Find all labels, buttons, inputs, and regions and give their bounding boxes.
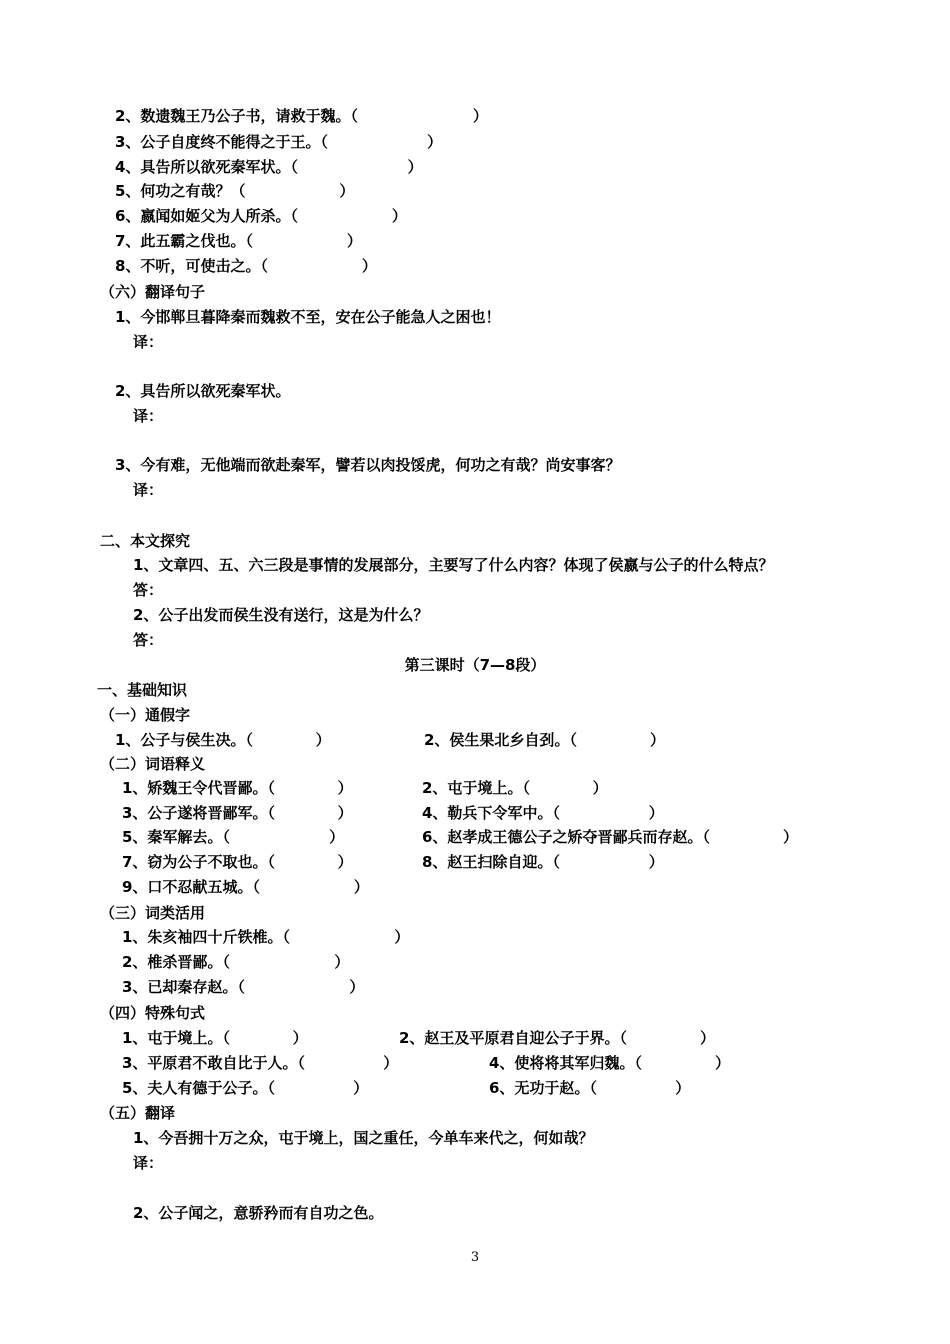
subsection-heading: （五）翻译 [100,1104,176,1122]
list-item: 3、公子遂将晋鄙军。（ ） [122,804,353,822]
list-item: 4、使将将其军归魏。（ ） [489,1054,731,1072]
list-item: 4、勒兵下令军中。（ ） [422,804,664,822]
list-item: 3、已却秦存赵。（ ） [122,978,365,996]
list-item: 6、赵孝成王德公子之矫夺晋鄙兵而存赵。（ ） [422,828,799,846]
list-item: 2、数遗魏王乃公子书，请救于魏。（ ） [115,107,488,125]
list-item: 2、椎杀晋鄙。（ ） [122,953,350,971]
list-item: 5、何功之有哉？（ ） [115,182,355,200]
list-item: 6、无功于赵。（ ） [489,1079,691,1097]
list-item: 3、公子自度终不能得之于王。（ ） [115,133,443,151]
subsection-heading: （一）通假字 [100,706,191,724]
subsection-heading: （三）词类活用 [100,904,206,922]
section-heading: （六）翻译句子 [100,283,206,301]
list-item: 1、屯于境上。（ ） [122,1029,308,1047]
page-number: 3 [470,1250,480,1265]
answer-label: 译： [133,333,164,351]
question: 1、今邯郸旦暮降秦而魏救不至，安在公子能急人之困也！ [115,308,501,326]
page-title: 第三课时（7—8段） [404,656,546,674]
section-heading: 一、基础知识 [97,681,188,699]
answer-label: 答： [133,631,164,649]
question: 3、今有难，无他端而欲赴秦军，譬若以肉投馁虎，何功之有哉？尚安事客？ [115,456,621,474]
list-item: 5、秦军解去。（ ） [122,828,345,846]
list-item: 7、此五霸之伐也。（ ） [115,232,362,250]
subsection-heading: （四）特殊句式 [100,1004,206,1022]
list-item: 5、夫人有德于公子。（ ） [122,1079,369,1097]
subsection-heading: （二）词语释义 [100,755,206,773]
answer-label: 译： [133,407,164,425]
list-item: 4、具告所以欲死秦军状。（ ） [115,158,423,176]
list-item: 8、赵王扫除自迎。（ ） [422,853,664,871]
list-item: 1、朱亥袖四十斤铁椎。（ ） [122,928,410,946]
list-item: 7、窃为公子不取也。（ ） [122,853,353,871]
list-item: 1、矫魏王令代晋鄙。（ ） [122,779,353,797]
section-heading: 二、本文探究 [100,532,191,550]
list-item: 1、公子与侯生决。（ ） [115,731,331,749]
list-item: 3、平原君不敢自比于人。（ ） [122,1054,399,1072]
list-item: 2、赵王及平原君自迎公子于界。（ ） [399,1029,716,1047]
question: 1、文章四、五、六三段是事情的发展部分，主要写了什么内容？体现了侯嬴与公子的什么特点？ [133,556,774,574]
question: 2、具告所以欲死秦军状。 [115,382,291,400]
list-item: 9、口不忍献五城。（ ） [122,878,369,896]
question: 2、公子闻之，意骄矜而有自功之色。 [133,1204,384,1222]
list-item: 6、嬴闻如姬父为人所杀。（ ） [115,207,407,225]
answer-label: 译： [133,1154,164,1172]
list-item: 8、不听，可使击之。（ ） [115,257,377,275]
list-item: 2、侯生果北乡自刭。（ ） [424,731,666,749]
list-item: 2、屯于境上。（ ） [422,779,608,797]
question: 2、公子出发而侯生没有送行，这是为什么？ [133,606,429,624]
answer-label: 答： [133,581,164,599]
question: 1、今吾拥十万之众，屯于境上，国之重任，今单车来代之，何如哉？ [133,1129,594,1147]
answer-label: 译： [133,481,164,499]
